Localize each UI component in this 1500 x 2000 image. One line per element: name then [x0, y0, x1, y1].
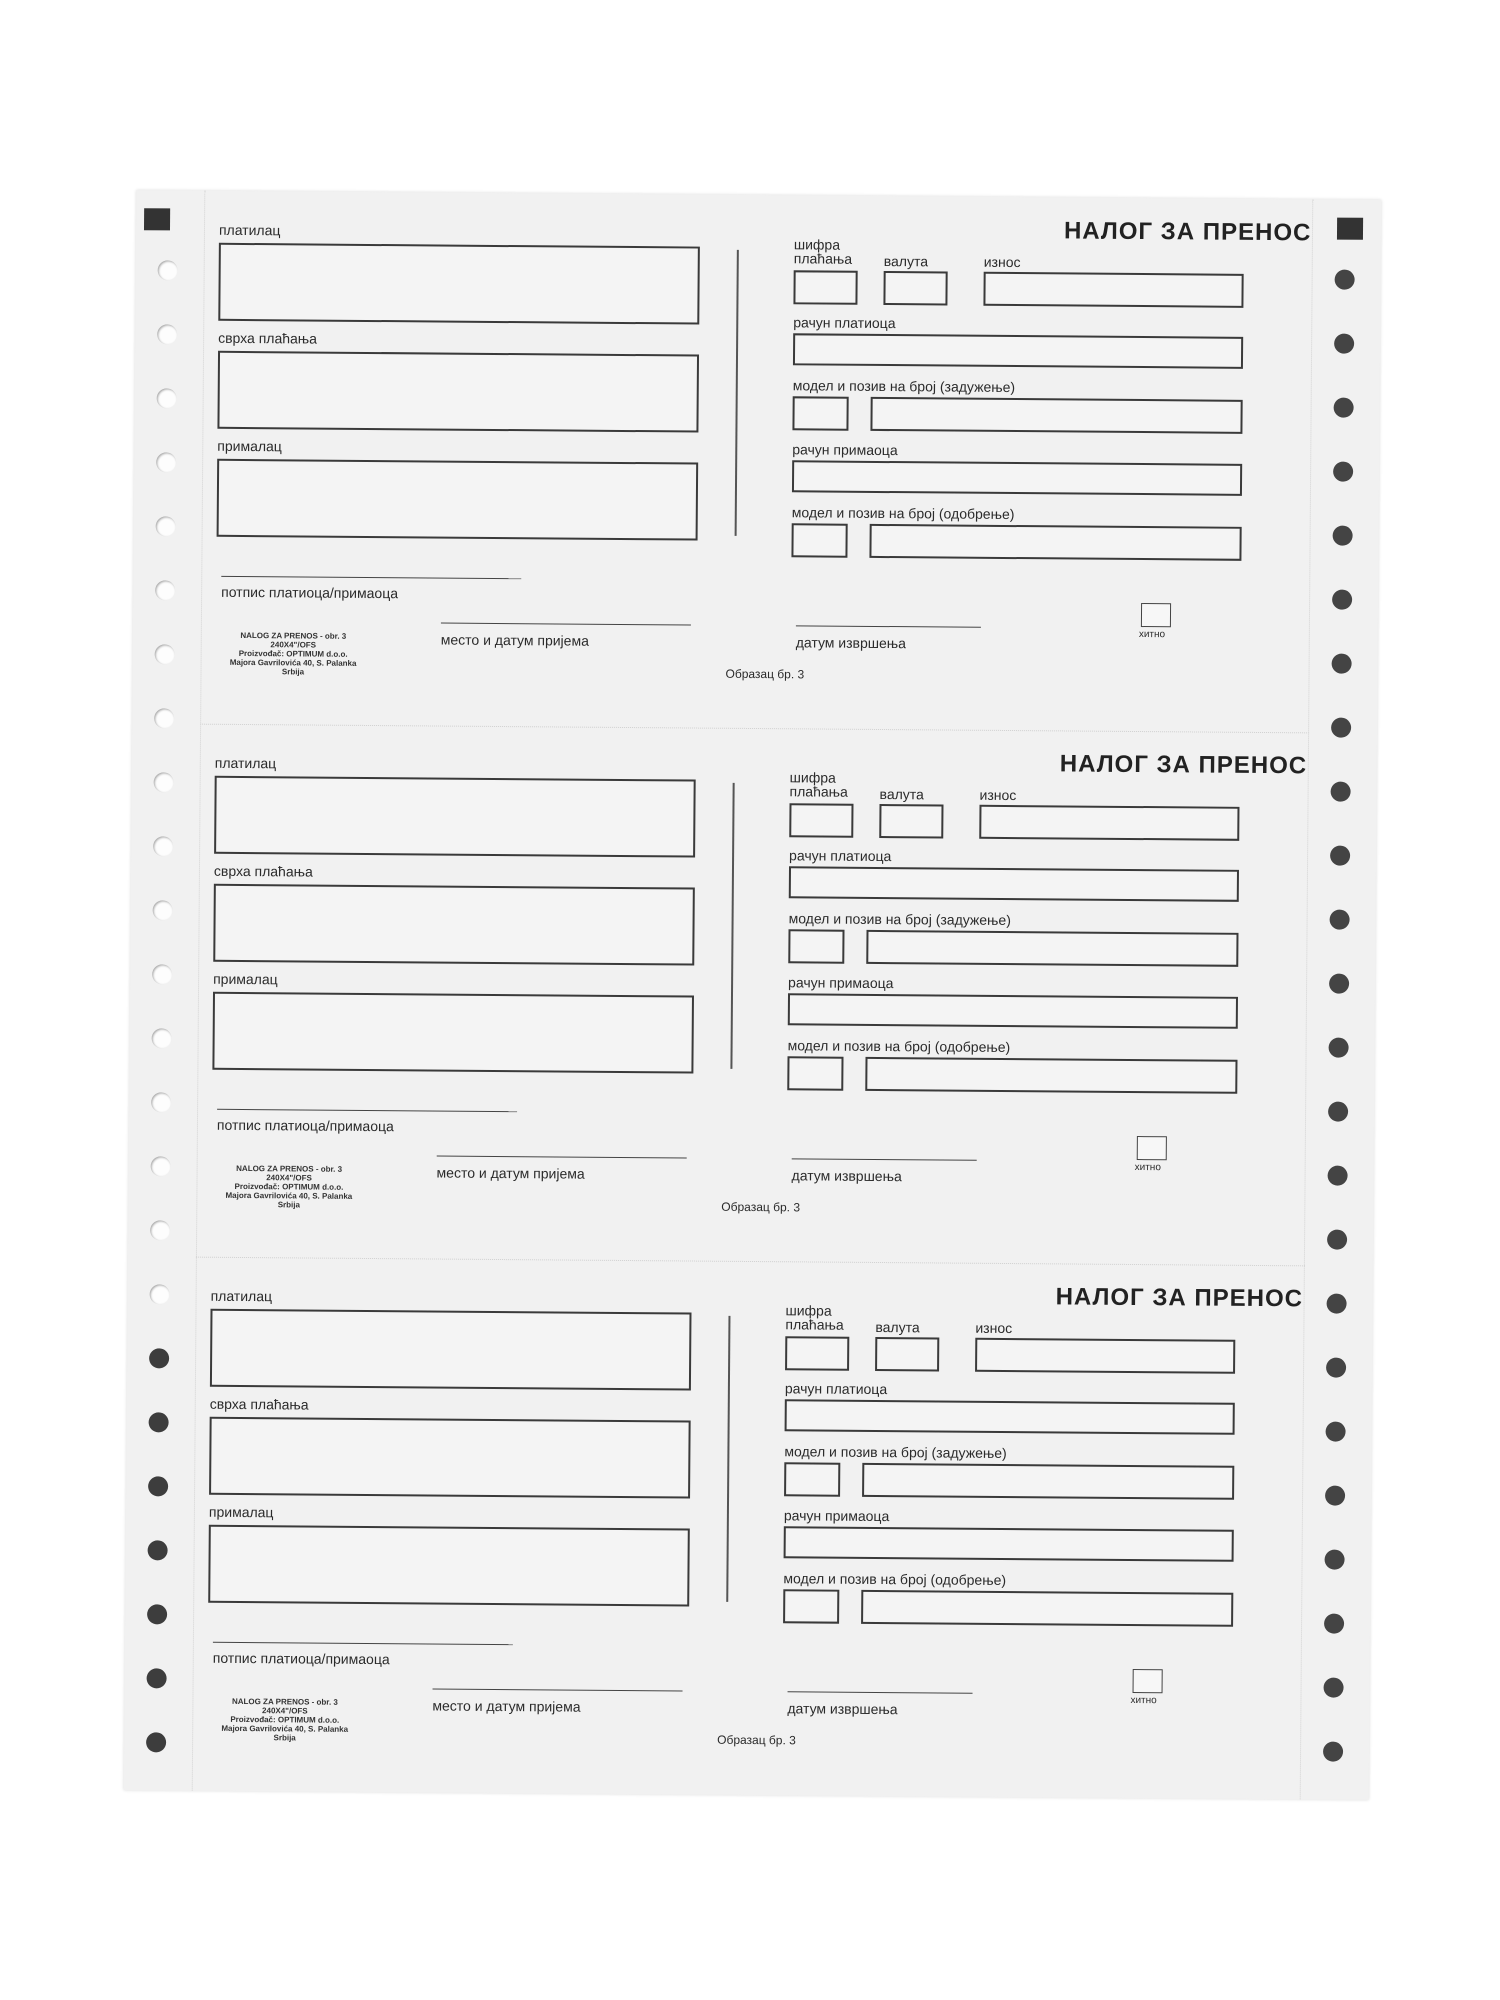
amount-field[interactable]	[975, 1338, 1235, 1374]
debit-reference-field[interactable]	[862, 1463, 1234, 1500]
place-date-line	[441, 623, 691, 626]
perforation-hole	[147, 1604, 167, 1624]
credit-model-field[interactable]	[791, 523, 847, 557]
perforation-hole	[1325, 1486, 1345, 1506]
perforation-hole	[1328, 1102, 1348, 1122]
perforation-hole	[157, 388, 177, 408]
perforation-hole	[1334, 398, 1354, 418]
column-divider	[730, 783, 734, 1069]
payment-code-label: шифра плаћања	[793, 236, 853, 267]
payer-label: платилац	[210, 1287, 273, 1305]
currency-field[interactable]	[883, 271, 947, 306]
column-divider	[726, 1316, 730, 1602]
perforation-hole	[1335, 270, 1355, 290]
purpose-label: сврха плаћања	[218, 329, 318, 347]
perforation-hole	[152, 964, 172, 984]
payer-account-label: рачун платиоца	[793, 314, 896, 332]
credit-model-field[interactable]	[787, 1056, 843, 1090]
credit-reference-field[interactable]	[869, 524, 1241, 561]
recipient-account-label: рачун примаоца	[788, 974, 894, 992]
debit-model-label: модел и позив на број (задужење)	[792, 377, 1016, 396]
debit-model-label: модел и позив на број (задужење)	[788, 910, 1011, 929]
debit-model-field[interactable]	[784, 1462, 840, 1496]
place-date-label: место и датум пријема	[440, 631, 589, 649]
perforation-hole	[1333, 526, 1353, 546]
recipient-field[interactable]	[212, 992, 694, 1074]
amount-label: износ	[979, 786, 1017, 804]
payer-account-field[interactable]	[793, 333, 1243, 369]
currency-label: валута	[883, 253, 929, 270]
execution-date-line	[788, 1691, 973, 1693]
recipient-label: прималац	[208, 1503, 274, 1521]
imprint-line: Srbija	[281, 667, 305, 677]
perforation-hole	[147, 1668, 167, 1688]
payment-code-field[interactable]	[789, 803, 853, 838]
purpose-label: сврха плаћања	[209, 1395, 309, 1413]
form-title: НАЛОГ ЗА ПРЕНОС	[1055, 1283, 1304, 1313]
debit-reference-field[interactable]	[870, 397, 1242, 434]
payer-field[interactable]	[218, 243, 700, 325]
urgent-label: хитно	[1130, 1694, 1157, 1707]
form-number-label: Образац бр. 3	[717, 1732, 796, 1748]
payer-signature-label: потпис платиоца/примаоца	[221, 583, 399, 602]
perforation-hole	[157, 324, 177, 344]
amount-label: износ	[983, 253, 1021, 271]
perforation-hole	[154, 772, 174, 792]
urgent-label: хитно	[1134, 1162, 1161, 1174]
recipient-account-field[interactable]	[792, 460, 1242, 496]
perforation-hole	[152, 1028, 172, 1048]
imprint-line: 240X4"/OFS	[270, 640, 317, 650]
perforation-hole	[148, 1476, 168, 1496]
credit-model-label: модел и позив на број (одобрење)	[783, 1570, 1007, 1589]
perforation-hole	[156, 452, 176, 472]
imprint-line: 240X4"/OFS	[262, 1706, 308, 1716]
recipient-field[interactable]	[208, 1525, 690, 1607]
perforation-hole	[154, 708, 174, 728]
corner-mark-left	[144, 208, 170, 230]
payer-signature-label: потпис платиоца/примаоца	[216, 1116, 394, 1135]
perforation-hole	[150, 1284, 170, 1304]
place-date-label: место и датум пријема	[436, 1164, 585, 1182]
recipient-account-label: рачун примаоца	[792, 441, 898, 459]
perforation-hole	[1329, 974, 1349, 994]
payment-purpose-field[interactable]	[209, 1417, 691, 1499]
debit-model-field[interactable]	[792, 396, 848, 430]
payer-account-field[interactable]	[789, 866, 1239, 902]
perforation-hole	[1332, 590, 1352, 610]
perforation-hole	[1325, 1550, 1345, 1570]
currency-label: валута	[879, 785, 924, 803]
printer-imprint	[211, 1164, 366, 1210]
place-date-line	[437, 1156, 687, 1159]
payer-field[interactable]	[214, 776, 696, 858]
perforation-hole	[151, 1092, 171, 1112]
form-number-label: Образац бр. 3	[725, 666, 805, 682]
perforation-hole	[1326, 1422, 1346, 1442]
urgent-checkbox[interactable]	[1133, 1669, 1163, 1693]
recipient-account-label: рачун примаоца	[783, 1507, 890, 1525]
place-date-line	[433, 1689, 683, 1692]
imprint-line: Srbija	[273, 1733, 296, 1743]
perforation-hole	[149, 1412, 169, 1432]
currency-field[interactable]	[879, 804, 943, 839]
credit-model-label: модел и позив на број (одобрење)	[787, 1037, 1011, 1056]
perforation-hole	[1332, 654, 1352, 674]
urgent-label: хитно	[1138, 629, 1166, 641]
execution-date-label: датум извршења	[791, 1167, 902, 1185]
purpose-label: сврха плаћања	[213, 862, 313, 880]
payer-account-field[interactable]	[785, 1399, 1235, 1435]
perforation-hole	[1324, 1614, 1344, 1634]
perforation-hole	[155, 644, 175, 664]
imprint-line: Majora Gavrilovića 40, S. Palanka	[221, 1723, 349, 1734]
form-title: НАЛОГ ЗА ПРЕНОС	[1059, 750, 1308, 780]
imprint-line: Proizvođač: OPTIMUM d.o.o.	[238, 648, 348, 659]
perforation-hole	[1328, 1166, 1348, 1186]
perforation-hole	[1329, 1038, 1349, 1058]
imprint-line: NALOG ZA PRENOS - obr. 3	[240, 630, 347, 641]
credit-reference-field[interactable]	[865, 1057, 1237, 1094]
imprint-line: NALOG ZA PRENOS - obr. 3	[236, 1163, 343, 1174]
debit-model-label: модел и позив на број (задужење)	[784, 1443, 1007, 1462]
payment-form-sheet	[124, 190, 1382, 1800]
amount-field[interactable]	[979, 805, 1239, 841]
imprint-line: Majora Gavrilovića 40, S. Palanka	[225, 1190, 353, 1201]
imprint-line: 240X4"/OFS	[266, 1173, 312, 1183]
perforation-hole	[1323, 1742, 1343, 1762]
recipient-field[interactable]	[217, 459, 699, 541]
perforation-hole	[1330, 846, 1350, 866]
perforation-hole	[1334, 334, 1354, 354]
payment-purpose-field[interactable]	[217, 351, 699, 433]
urgent-checkbox[interactable]	[1141, 603, 1171, 627]
payment-code-field[interactable]	[793, 270, 857, 305]
payment-purpose-field[interactable]	[213, 884, 695, 966]
payer-signature-label: потпис платиоца/примаоца	[212, 1649, 390, 1668]
printer-imprint	[207, 1697, 362, 1743]
signature-line	[221, 576, 521, 579]
perforation-hole	[1327, 1294, 1347, 1314]
perforation-hole	[1333, 462, 1353, 482]
credit-model-label: модел и позив на број (одобрење)	[791, 504, 1015, 523]
perforation-hole	[146, 1732, 166, 1752]
amount-label: износ	[975, 1319, 1013, 1337]
perforation-hole	[153, 900, 173, 920]
imprint-line: Proizvođač: OPTIMUM d.o.o.	[234, 1181, 344, 1192]
perforation-hole	[150, 1220, 170, 1240]
currency-field[interactable]	[875, 1337, 939, 1372]
currency-label: валута	[875, 1318, 920, 1336]
place-date-label: место и датум пријема	[432, 1697, 581, 1715]
imprint-line: NALOG ZA PRENOS - obr. 3	[231, 1696, 338, 1707]
imprint-line: Srbija	[277, 1200, 300, 1210]
form-number-label: Образац бр. 3	[721, 1199, 801, 1215]
perforation-hole	[1331, 718, 1351, 738]
perforation-hole	[148, 1540, 168, 1560]
amount-field[interactable]	[983, 272, 1243, 308]
recipient-label: прималац	[213, 970, 278, 988]
payer-field[interactable]	[210, 1309, 692, 1391]
recipient-account-field[interactable]	[788, 993, 1238, 1029]
perforation-hole	[156, 516, 176, 536]
payment-code-label: шифра плаћања	[785, 1302, 844, 1333]
signature-line	[213, 1642, 513, 1645]
recipient-label: прималац	[217, 437, 282, 455]
perforation-hole	[1327, 1230, 1347, 1250]
payer-account-label: рачун платиоца	[784, 1380, 888, 1398]
signature-line	[217, 1109, 517, 1112]
perforation-hole	[1326, 1358, 1346, 1378]
perforation-hole	[1324, 1678, 1344, 1698]
execution-date-label: датум извршења	[795, 634, 907, 652]
perforation-hole	[153, 836, 173, 856]
execution-date-line	[796, 625, 981, 627]
perforation-hole	[149, 1348, 169, 1368]
imprint-line: Proizvođač: OPTIMUM d.o.o.	[230, 1714, 340, 1725]
execution-date-line	[792, 1158, 977, 1160]
perforation-hole	[158, 260, 178, 280]
urgent-checkbox[interactable]	[1137, 1136, 1167, 1160]
recipient-account-field[interactable]	[784, 1526, 1234, 1562]
payment-slip-1	[200, 191, 1313, 733]
credit-model-field[interactable]	[783, 1589, 839, 1623]
corner-mark-right	[1337, 218, 1363, 240]
perforation-hole	[151, 1156, 171, 1176]
printer-imprint	[215, 631, 370, 677]
payer-account-label: рачун платиоца	[789, 847, 892, 865]
perforation-hole	[1331, 782, 1351, 802]
column-divider	[735, 250, 739, 536]
right-tractor-strip	[1300, 199, 1382, 1799]
debit-model-field[interactable]	[788, 929, 844, 963]
payment-slip-2	[196, 724, 1309, 1266]
payer-label: платилац	[218, 221, 281, 239]
perforation-hole	[155, 580, 175, 600]
perforation-hole	[1330, 910, 1350, 930]
execution-date-label: датум извршења	[787, 1700, 898, 1718]
debit-reference-field[interactable]	[866, 930, 1238, 967]
form-title: НАЛОГ ЗА ПРЕНОС	[1063, 217, 1312, 247]
imprint-line: Majora Gavrilovića 40, S. Palanka	[229, 657, 357, 668]
payment-code-field[interactable]	[785, 1336, 849, 1371]
payer-label: платилац	[214, 754, 277, 772]
payment-code-label: шифра плаћања	[789, 769, 848, 800]
credit-reference-field[interactable]	[861, 1590, 1233, 1627]
payment-slip-3	[192, 1257, 1305, 1799]
